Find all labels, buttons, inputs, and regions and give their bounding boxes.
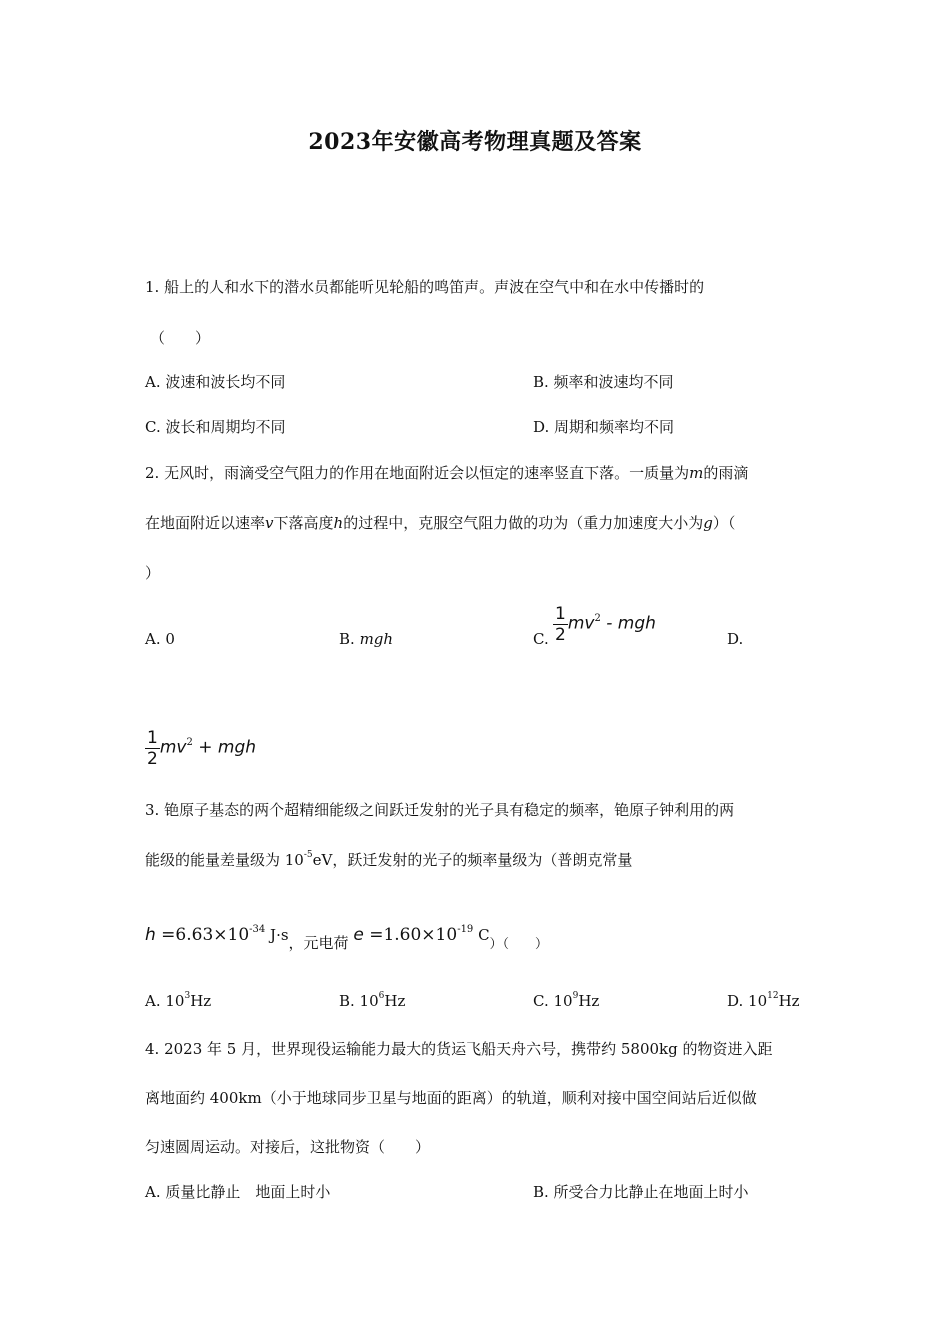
question-2-line-2: [145, 512, 735, 533]
question-4-option-b: B. 所受合力比静止在地面上时小: [533, 1183, 749, 1201]
question-1-option-a: A. 波速和波长均不同: [145, 373, 286, 391]
question-4-line-2: 离地面约 400km（小于地球同步卫星与地面的距离）的轨道，顺利对接中国空间站后近似做: [145, 1089, 757, 1107]
planck-exponent: -34: [249, 924, 266, 935]
planck-value: =6.63×10: [155, 925, 250, 945]
option-label: A. 10: [145, 992, 185, 1010]
formula-exponent: 2: [186, 736, 193, 748]
q2-var-g: g: [703, 514, 713, 532]
formula-rest: - mgh: [600, 613, 656, 634]
question-2-option-c-formula: [553, 604, 656, 645]
question-1-option-c: C. 波长和周期均不同: [145, 418, 286, 436]
formula-mgh: mgh: [359, 630, 394, 648]
exponent: 12: [767, 991, 779, 1001]
planck-unit: J·s: [265, 926, 289, 944]
formula-mv: mv: [567, 613, 595, 634]
fraction-numerator: 1: [147, 728, 158, 748]
unit: Hz: [384, 992, 406, 1010]
question-3-constants: [145, 924, 549, 952]
question-2-option-c-label: C.: [533, 630, 549, 648]
question-4-option-a: A. 质量比静止 地面上时小: [145, 1183, 331, 1201]
charge-label: ，元电荷: [288, 934, 349, 952]
charge-value: =1.60×10: [363, 925, 458, 945]
page-title: 2023年安徽高考物理真题及答案: [308, 129, 642, 155]
question-3-line-1: 3. 铯原子基态的两个超精细能级之间跃迁发射的光子具有稳定的频率，铯原子钟利用的两: [145, 801, 735, 819]
q2-text: ）（: [712, 514, 736, 532]
question-4-line-1: 4. 2023 年 5 月，世界现役运输能力最大的货运飞船天舟六号，携带约 5800kg 的物资进入距: [145, 1040, 773, 1058]
fraction-numerator: 1: [555, 604, 566, 624]
question-3-paren: ）（ ）: [489, 937, 549, 952]
question-1-option-d: D. 周期和频率均不同: [533, 418, 675, 436]
q2-var-v: v: [265, 514, 274, 532]
question-1-option-b: B. 频率和波速均不同: [533, 373, 674, 391]
question-2-option-b: [339, 630, 393, 648]
question-2-line-1: [145, 462, 748, 483]
q3-text: eV，跃迁发射的光子的频率量级为（普朗克常量: [312, 851, 633, 869]
formula-mv: mv: [159, 737, 187, 758]
charge-symbol: e: [353, 925, 364, 945]
exponent: 6: [378, 991, 385, 1001]
unit: Hz: [778, 992, 800, 1010]
question-3-option-b: [339, 992, 405, 1010]
fraction-one-half: [145, 728, 160, 769]
planck-symbol: h: [145, 925, 156, 945]
option-label: B.: [339, 630, 360, 648]
unit: Hz: [190, 992, 212, 1010]
option-label: C. 10: [533, 992, 573, 1010]
option-label: B. 10: [339, 992, 379, 1010]
formula-rest: + mgh: [192, 737, 257, 758]
question-1-stem: 1. 船上的人和水下的潜水员都能听见轮船的鸣笛声。声波在空气中和在水中传播时的: [145, 278, 705, 296]
question-3-option-a: [145, 992, 211, 1010]
q3-text: 能级的能量差量级为 10: [145, 851, 304, 869]
question-3-line-2: [145, 849, 632, 870]
q2-var-m: m: [689, 464, 704, 482]
unit: Hz: [578, 992, 600, 1010]
exponent: -5: [303, 850, 313, 860]
question-2-option-d-formula: [145, 728, 256, 769]
q2-text: 的雨滴: [703, 464, 749, 482]
q2-text: 下落高度: [273, 514, 334, 532]
question-1-paren: （ ）: [150, 329, 211, 347]
charge-unit: C: [473, 926, 490, 944]
q2-var-h: h: [333, 514, 344, 532]
charge-exponent: -19: [457, 924, 474, 935]
formula-exponent: 2: [594, 612, 601, 624]
fraction-denominator: 2: [555, 625, 566, 645]
exponent: 3: [184, 991, 191, 1001]
fraction-one-half: [553, 604, 568, 645]
question-4-line-3: 匀速圆周运动。对接后，这批物资（ ）: [145, 1138, 431, 1156]
question-2-option-a: A. 0: [145, 630, 175, 648]
question-2-option-d-label: D.: [727, 630, 744, 648]
exponent: 9: [572, 991, 579, 1001]
option-label: D. 10: [727, 992, 768, 1010]
question-3-option-d: [727, 992, 800, 1010]
q2-text: 在地面附近以速率: [145, 514, 266, 532]
question-2-line-3: ）: [145, 564, 161, 582]
q2-text: 2. 无风时，雨滴受空气阻力的作用在地面附近会以恒定的速率竖直下落。一质量为: [145, 464, 690, 482]
fraction-denominator: 2: [147, 749, 158, 769]
question-3-option-c: [533, 992, 599, 1010]
q2-text: 的过程中，克服空气阻力做的功为（重力加速度大小为: [343, 514, 704, 532]
